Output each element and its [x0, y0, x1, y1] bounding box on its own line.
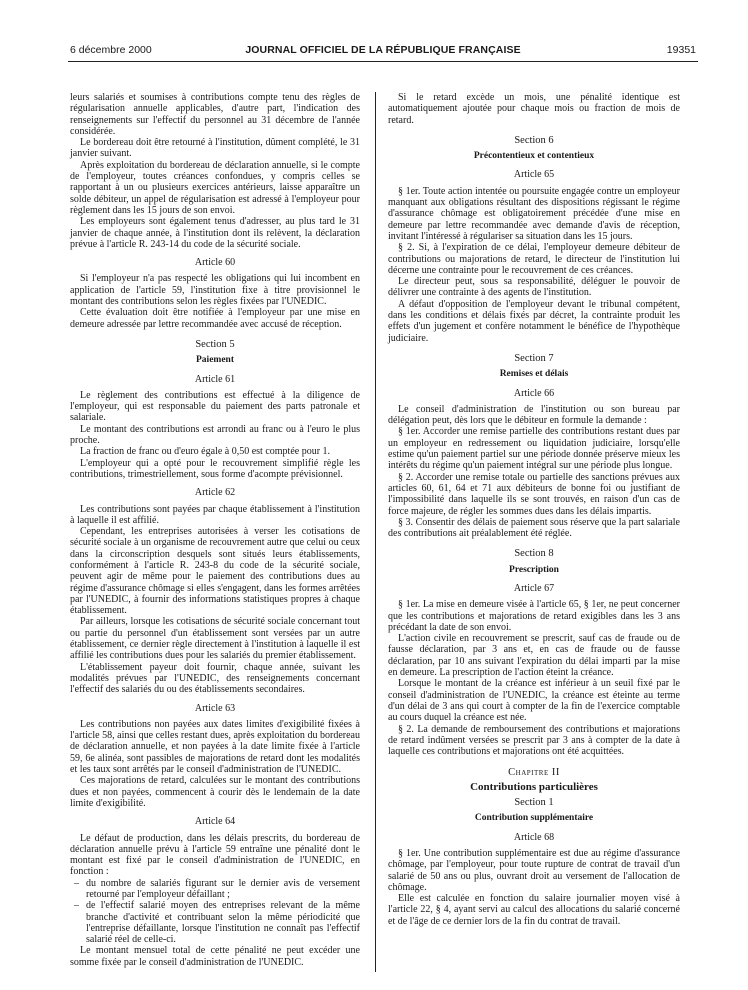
article-heading: Article 63	[194, 702, 236, 714]
article-heading: Article 64	[194, 816, 236, 828]
paragraph: Le montant mensuel total de cette pénalité ne peut excéder une somme fixée par le conseil d'administration de l'UNEDIC.	[70, 945, 360, 968]
paragraph: Lorsque le montant de la créance est inférieur à un seuil fixé par le conseil d'administration de l'UNEDIC, la créance est éteinte au terme d'un délai de 3 ans qui court à compter de la fin de l'exercice comptable au cours duquel la créance est née.	[388, 678, 680, 724]
section-subtitle: Paiement	[196, 355, 234, 366]
page-header	[70, 44, 696, 58]
paragraph: § 2. Accorder une remise totale ou partielle des sanctions prévues aux articles 60, 61, 64 et 71 aux débiteurs de bonne foi ou justifiant de l'impossibilité dans laquelle ils se sont trouvés, en raison d'un cas de force majeure, de régler les sommes dues dans les délais impartis.	[388, 471, 680, 517]
paragraph: L'action civile en recouvrement se prescrit, sauf cas de fraude ou de fausse déclaration, par 3 ans et, en cas de fraude ou de fausse déclaration, par 10 ans suivant l'expiration du délai imparti par la mise en demeure. La prescription de l'action éteint la créance.	[388, 633, 680, 679]
section-subtitle: Remises et délais	[499, 369, 569, 380]
section-subtitle: Prescription	[509, 564, 559, 575]
section-heading: Section 1	[514, 797, 554, 809]
paragraph: Le bordereau doit être retourné à l'institution, dûment complété, le 31 janvier suivant.	[70, 137, 360, 160]
dash-list	[70, 878, 360, 946]
page-number: 19351	[666, 44, 696, 56]
paragraph: § 2. Si, à l'expiration de ce délai, l'employeur demeure débiteur de contributions ou majorations de retard, le directeur de l'institution lui décerne une contrainte pour le recouvrement de ces créances.	[388, 242, 680, 276]
paragraph: Le conseil d'administration de l'institution ou son bureau par délégation peut, dès lors que le débiteur en formule la demande :	[388, 403, 680, 427]
paragraph: Cette évaluation doit être notifiée à l'employeur par une mise en demeure adressée par lettre recommandée avec accusé de réception.	[70, 307, 360, 330]
section-subtitle: Précontentieux et contentieux	[473, 151, 595, 162]
journal-title: JOURNAL OFFICIEL DE LA RÉPUBLIQUE FRANÇAISE	[245, 44, 521, 56]
paragraph: La fraction de franc ou d'euro égale à 0,50 est comptée pour 1.	[80, 446, 331, 458]
paragraph: Les contributions non payées aux dates limites d'exigibilité fixées à l'article 58, ainsi que celles restant dues, après exploitation du bordereau de déclaration annuelle, et non payées à la date limite fixée à l'article 59, 6e alinéa, sont passibles de majorations de retard dont les modalités et les taux sont arrêtés par le conseil d'administration de l'UNEDIC.	[70, 718, 360, 776]
list-item: – de l'effectif salarié moyen des entreprises relevant de la même branche d'activité et contribuant selon la même périodicité que l'entreprise défaillante, lorsque l'institution ne connaît pas l'effectif salarié réel de celle-ci.	[86, 900, 360, 945]
left-column	[70, 92, 360, 968]
section-subtitle: Contribution supplémentaire	[474, 813, 594, 824]
paragraph: leurs salariés et soumises à contributions compte tenu des règles de régularisation annuelle applicables, d'autre part, l'indication des renseignements sur l'effectif du personnel au 31 décembre de l'année considérée.	[70, 92, 360, 137]
paragraph: Le règlement des contributions est effectué à la diligence de l'employeur, qui est responsable du paiement des parts patronale et salariale.	[70, 389, 360, 424]
header-rule	[68, 61, 698, 62]
paragraph: Ces majorations de retard, calculées sur le montant des contributions dues et non payées, commencent à courir dès le lendemain de la date limite d'exigibilité.	[70, 775, 360, 809]
paragraph: Elle est calculée en fonction du salaire journalier moyen visé à l'article 22, § 4, ayant servi au calcul des allocations du salarié concerné et de l'âge de ce dernier lors de la fin du contrat de travail.	[388, 893, 680, 927]
section-heading: Section 6	[514, 134, 554, 146]
section-heading: Section 7	[514, 352, 554, 364]
paragraph: Par ailleurs, lorsque les cotisations de sécurité sociale concernant tout ou partie du personnel d'un établissement sont versées par un autre établissement, ce dernier règle directement à l'institution à laquelle il est affilié les contributions dues pour les salariés du premier établissement.	[70, 616, 360, 662]
paragraph: Si l'employeur n'a pas respecté les obligations qui lui incombent en application de l'article 59, l'institution fixe à titre provisionnel le montant des contributions selon les règles fixées par l'UNEDIC.	[70, 273, 360, 308]
column-divider	[375, 92, 376, 972]
paragraph: Les employeurs sont également tenus d'adresser, au plus tard le 31 janvier de chaque année, à l'institution dont ils relèvent, la déclaration prévue à l'article R. 243-14 du code de la sécurité sociale.	[70, 216, 360, 250]
paragraph: Les contributions sont payées par chaque établissement à l'institution à laquelle il est affilié.	[70, 503, 360, 526]
paragraph: § 1er. Accorder une remise partielle des contributions restant dues par un employeur en redressement ou liquidation judiciaire, lorsqu'elle estime qu'un paiement partiel sur une période donnée préserve mieux les intérêts du régime qu'un paiement intégral sur une période plus longue.	[388, 426, 680, 472]
article-heading: Article 60	[194, 257, 236, 269]
paragraph: § 2. La demande de remboursement des contributions et majorations de retard indûment versées se prescrit par 3 ans à compter de la date à laquelle ces contributions et majorations ont été acquittées.	[388, 723, 680, 758]
paragraph: L'établissement payeur doit fournir, chaque année, suivant les modalités prévues par l'UNEDIC, des renseignements concernant l'effectif des salariés du ou des établissements secondaires.	[70, 661, 360, 696]
paragraph: Le directeur peut, sous sa responsabilité, déléguer le pouvoir de délivrer une contrainte à des agents de l'institution.	[388, 276, 680, 299]
section-heading: Section 8	[514, 548, 554, 560]
right-column	[388, 92, 680, 927]
paragraph: § 1er. La mise en demeure visée à l'article 65, § 1er, ne peut concerner que les contributions et majorations de retard exigibles dans les 3 ans précédant la date de son envoi.	[388, 599, 680, 633]
article-heading: Article 66	[513, 387, 555, 399]
paragraph: L'employeur qui a opté pour le recouvrement simplifié règle les contributions, trimestriellement, sous forme d'acompte prévisionnel.	[70, 457, 360, 480]
article-heading: Article 67	[513, 582, 555, 594]
paragraph: § 1er. Toute action intentée ou poursuite engagée contre un employeur manquant aux obligations résultant des dispositions régissant le régime d'assurance chômage est obligatoirement précédée d'une mise en demeure par lettre recommandée avec demande d'avis de réception, invitant l'intéressé à régulariser sa situation dans les 15 jours.	[388, 185, 680, 242]
paragraph: Cependant, les entreprises autorisées à verser les cotisations de sécurité sociale à un organisme de recouvrement autre que celui ou ceux dans la circonscription desquels sont situés leurs établissements, conformément à l'article R. 243-8 du code de la sécurité sociale, peuvent agir de même pour le paiement des contributions dues au régime d'assurance chômage si elles s'engagent, dans les formes arrêtées par l'UNEDIC, à fournir des informations statistiques propres à chaque établissement.	[70, 526, 360, 617]
list-item: – du nombre de salariés figurant sur le dernier avis de versement retourné par l'employeur défaillant ;	[86, 878, 360, 901]
paragraph: Si le retard excède un mois, une pénalité identique est automatiquement ajoutée pour chaque mois ou fraction de mois de retard.	[388, 92, 680, 126]
article-heading: Article 65	[513, 169, 555, 181]
paragraph: Le défaut de production, dans les délais prescrits, du bordereau de déclaration annuelle prévu à l'article 59 entraîne une pénalité dont le montant est fixé par le conseil d'administration de l'UNEDIC, en fonction :	[70, 832, 360, 878]
paragraph: Le montant des contributions est arrondi au franc ou à l'euro le plus proche.	[70, 423, 360, 447]
chapter-heading: Chapitre II	[508, 767, 560, 779]
paragraph: A défaut d'opposition de l'employeur devant le tribunal compétent, dans les conditions et délais fixés par décret, la contrainte produit les effets d'un jugement et confère notamment le bénéfice de l'hypothèque judiciaire.	[388, 298, 680, 344]
paragraph: § 1er. Une contribution supplémentaire est due au régime d'assurance chômage, par l'employeur, pour toute rupture de contrat de travail d'un salarié de 50 ans ou plus, ouvrant droit au versement de l'allocation de chômage.	[388, 847, 680, 893]
header-date: 6 décembre 2000	[70, 44, 152, 56]
chapter-title: Contributions particulières	[470, 780, 598, 793]
article-heading: Article 61	[194, 373, 236, 385]
section-heading: Section 5	[195, 338, 235, 350]
article-heading: Article 62	[194, 487, 236, 499]
paragraph: § 3. Consentir des délais de paiement sous réserve que la part salariale des contributions ait préalablement été réglée.	[388, 516, 680, 540]
paragraph: Après exploitation du bordereau de déclaration annuelle, si le compte de l'employeur, toutes créances confondues, y compris celles se rapportant à un ou plusieurs exercices antérieurs, laisse apparaître un solde débiteur, un appel de régularisation est adressé à l'employeur pour règlement dans les 15 jours de son envoi.	[70, 159, 360, 216]
article-heading: Article 68	[513, 831, 555, 843]
